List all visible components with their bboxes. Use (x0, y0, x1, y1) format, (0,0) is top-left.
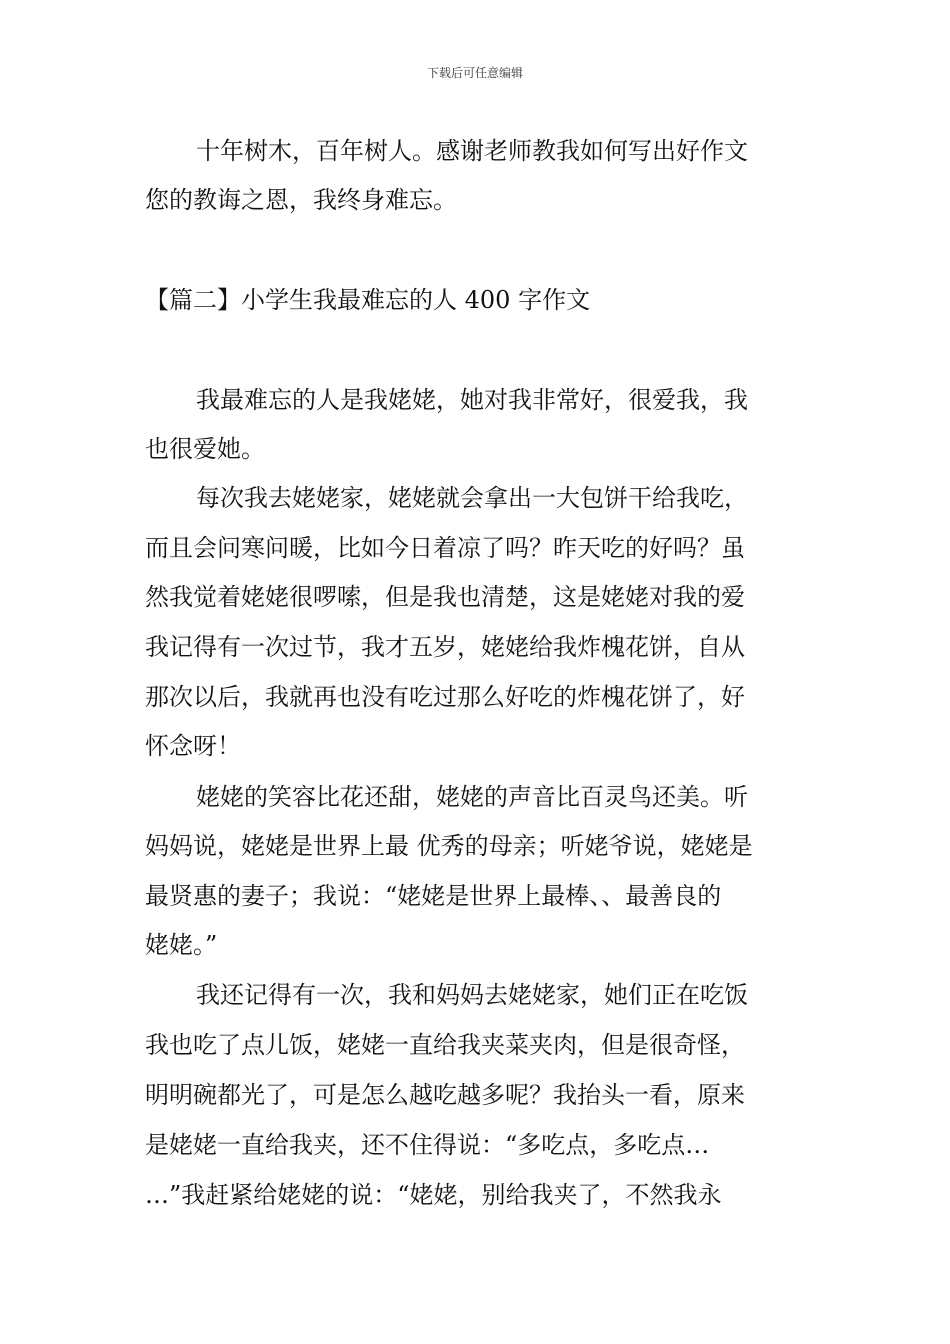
paragraph-line: 我也吃了点儿饭，姥姥一直给我夹菜夹肉，但是很奇怪， (145, 1031, 745, 1059)
section-heading: 【篇二】小学生我最难忘的人 400 字作文 (145, 286, 591, 314)
paragraph-line: 也很爱她。 (145, 435, 265, 463)
paragraph-line: …”我赶紧给姥姥的说：“姥姥，别给我夹了，不然我永 (145, 1181, 722, 1209)
paragraph-line: 然我觉着姥姥很啰嗦，但是我也清楚，这是姥姥对我的爱 (145, 583, 745, 611)
paragraph-line: 姥姥的笑容比花还甜，姥姥的声音比百灵鸟还美。听 (196, 783, 748, 811)
paragraph-line: 您的教诲之恩，我终身难忘。 (145, 186, 457, 214)
paragraph-line: 妈妈说，姥姥是世界上最 优秀的母亲；听姥爷说，姥姥是 (145, 832, 753, 860)
paragraph-line: 怀念呀！ (145, 732, 241, 760)
paragraph-line: 姥姥。” (145, 931, 218, 959)
paragraph-line: 每次我去姥姥家，姥姥就会拿出一大包饼干给我吃， (196, 484, 748, 512)
paragraph-line: 我记得有一次过节，我才五岁，姥姥给我炸槐花饼，自从 (145, 633, 745, 661)
paragraph-line: 明明碗都光了，可是怎么越吃越多呢？我抬头一看，原来 (145, 1081, 745, 1109)
paragraph-line: 而且会问寒问暖，比如今日着凉了吗？昨天吃的好吗？虽 (145, 534, 745, 562)
paragraph-line: 最贤惠的妻子；我说：“姥姥是世界上最棒、、最善良的 (145, 882, 722, 910)
paragraph-line: 我还记得有一次，我和妈妈去姥姥家，她们正在吃饭 (196, 981, 748, 1009)
paragraph-line: 那次以后，我就再也没有吃过那么好吃的炸槐花饼了，好 (145, 683, 745, 711)
page-header: 下载后可任意编辑 (426, 66, 523, 80)
paragraph-line: 我最难忘的人是我姥姥，她对我非常好，很爱我，我 (196, 386, 748, 414)
paragraph-line: 十年树木，百年树人。感谢老师教我如何写出好作文 (196, 137, 748, 165)
paragraph-line: 是姥姥一直给我夹，还不住得说：“多吃点，多吃点… (145, 1131, 710, 1159)
